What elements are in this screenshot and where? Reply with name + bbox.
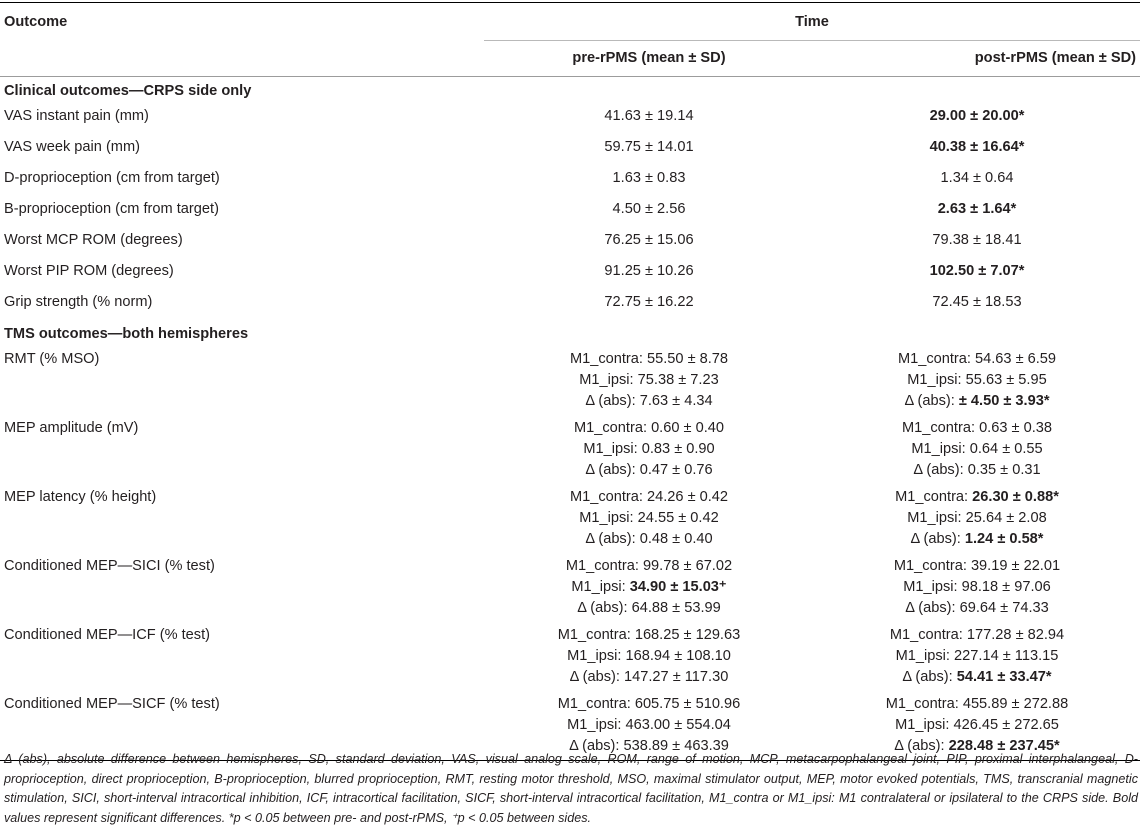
- post-value-cell: [814, 165, 1140, 196]
- value-line: [488, 439, 810, 460]
- value-line: [488, 556, 810, 577]
- value-label: Δ (abs):: [577, 600, 632, 616]
- post-value-cell: [814, 415, 1140, 484]
- pre-value-cell: [484, 258, 814, 289]
- pre-value-cell: [484, 134, 814, 165]
- post-value-cell: [814, 103, 1140, 134]
- value-label: M1_contra:: [557, 696, 635, 712]
- value-text: 55.63 ± 5.95: [965, 372, 1047, 388]
- post-value-cell: [814, 196, 1140, 227]
- post-value-cell: [814, 134, 1140, 165]
- value-line: [488, 418, 810, 439]
- value-label: M1_ipsi:: [567, 717, 626, 733]
- value-text: 1.24 ± 0.58*: [964, 531, 1044, 547]
- value-text: 29.00 ± 20.00*: [929, 108, 1025, 124]
- value-text: 91.25 ± 10.26: [604, 263, 694, 279]
- header-row: [0, 3, 1140, 41]
- time-header: Time: [795, 14, 829, 30]
- outcome-cell: MEP latency (% height): [4, 489, 157, 505]
- pre-value-cell: [484, 227, 814, 258]
- table-row: [0, 103, 1140, 134]
- value-label: M1_ipsi:: [579, 510, 638, 526]
- value-line: [818, 508, 1136, 529]
- value-text: 40.38 ± 16.64*: [929, 139, 1025, 155]
- value-line: [488, 460, 810, 481]
- value-line: [818, 487, 1136, 508]
- value-text: 34.90 ± 15.03⁺: [629, 579, 727, 595]
- section-title: TMS outcomes—both hemispheres: [4, 326, 249, 342]
- value-line: [818, 439, 1136, 460]
- table-row: [0, 227, 1140, 258]
- value-label: M1_ipsi:: [571, 579, 630, 595]
- value-label: M1_contra:: [565, 558, 643, 574]
- value-text: 69.64 ± 74.33: [959, 600, 1049, 616]
- pre-value-cell: [484, 103, 814, 134]
- value-label: M1_contra:: [895, 489, 973, 505]
- section-row: [0, 77, 1140, 103]
- value-text: 98.18 ± 97.06: [961, 579, 1051, 595]
- value-label: M1_contra:: [574, 420, 652, 436]
- pre-value-cell: [484, 484, 814, 553]
- value-text: 463.00 ± 554.04: [625, 717, 731, 733]
- value-text: 64.88 ± 53.99: [631, 600, 721, 616]
- value-label: Δ (abs):: [585, 462, 640, 478]
- value-label: M1_ipsi:: [579, 372, 638, 388]
- value-text: 99.78 ± 67.02: [642, 558, 733, 574]
- value-text: 605.75 ± 510.96: [634, 696, 741, 712]
- value-text: 54.41 ± 33.47*: [956, 669, 1052, 685]
- outcome-cell: Worst PIP ROM (degrees): [4, 263, 174, 279]
- post-value-cell: [814, 289, 1140, 320]
- value-text: 177.28 ± 82.94: [966, 627, 1065, 643]
- value-text: 0.83 ± 0.90: [641, 441, 715, 457]
- post-value-cell: [814, 346, 1140, 415]
- table-row: [0, 134, 1140, 165]
- value-text: 455.89 ± 272.88: [962, 696, 1069, 712]
- value-label: Δ (abs):: [910, 531, 965, 547]
- value-text: 168.25 ± 129.63: [634, 627, 741, 643]
- section-row: [0, 320, 1140, 346]
- value-text: 4.50 ± 2.56: [612, 201, 686, 217]
- value-line: [818, 460, 1136, 481]
- outcome-cell: VAS week pain (mm): [4, 139, 140, 155]
- subheader-row: [0, 41, 1140, 77]
- pre-header: pre-rPMS (mean ± SD): [484, 41, 814, 77]
- table-row: [0, 165, 1140, 196]
- outcome-cell: Conditioned MEP—SICF (% test): [4, 696, 220, 712]
- outcome-cell: VAS instant pain (mm): [4, 108, 149, 124]
- outcome-header: Outcome: [4, 14, 68, 30]
- value-line: [488, 715, 810, 736]
- value-text: 0.47 ± 0.76: [639, 462, 713, 478]
- value-text: 0.48 ± 0.40: [639, 531, 713, 547]
- value-text: 75.38 ± 7.23: [637, 372, 719, 388]
- value-text: 79.38 ± 18.41: [932, 232, 1022, 248]
- value-line: [488, 625, 810, 646]
- value-line: [488, 487, 810, 508]
- value-text: 2.63 ± 1.64*: [937, 201, 1017, 217]
- pre-value-cell: [484, 553, 814, 622]
- value-line: [488, 349, 810, 370]
- outcome-cell: D-proprioception (cm from target): [4, 170, 220, 186]
- value-line: [488, 508, 810, 529]
- value-line: [818, 577, 1136, 598]
- table-row: [0, 484, 1140, 553]
- value-label: M1_ipsi:: [907, 510, 966, 526]
- pre-value-cell: [484, 415, 814, 484]
- value-text: 55.50 ± 8.78: [647, 351, 729, 367]
- subheader-spacer: [0, 41, 484, 77]
- outcome-cell: MEP amplitude (mV): [4, 420, 139, 436]
- value-label: M1_ipsi:: [907, 372, 966, 388]
- table-row: [0, 346, 1140, 415]
- table-row: [0, 415, 1140, 484]
- table-footnote: Δ (abs), absolute difference between hemispheres, SD, standard deviation, VAS, visual analog scale, ROM, range of motion, MCP, metacarpophalangeal joint, PIP, proximal interphalangeal, D-proprioception, direct proprioception, B-proprioception, blurred proprioception, RMT, resting motor threshold, MSO, maximal stimulator output, MEP, motor evoked potentials, TMS, transcranial magnetic stimulation, SICI, short-interval intracortical inhibition, ICF, intracortical facilitation, SICF, short-interval intracortical facilitation, M1_contra or M1_ipsi: M1 contralateral or ipsilateral to the CRPS side. Bold values represent significant differences. *p < 0.05 between pre- and post-rPMS, ⁺p < 0.05 between sides.: [4, 752, 1138, 825]
- pre-value-cell: [484, 346, 814, 415]
- value-label: M1_ipsi:: [895, 717, 954, 733]
- value-label: Δ (abs):: [569, 669, 625, 685]
- value-text: 227.14 ± 113.15: [954, 648, 1059, 664]
- post-value-cell: [814, 553, 1140, 622]
- value-label: Δ (abs):: [904, 393, 959, 409]
- value-text: 0.64 ± 0.55: [969, 441, 1043, 457]
- value-label: M1_contra:: [569, 351, 647, 367]
- post-value-cell: [814, 484, 1140, 553]
- value-label: M1_contra:: [557, 627, 635, 643]
- value-line: [818, 349, 1136, 370]
- value-text: 26.30 ± 0.88*: [972, 489, 1059, 505]
- table-row: [0, 258, 1140, 289]
- value-line: [818, 694, 1136, 715]
- value-text: 39.19 ± 22.01: [970, 558, 1061, 574]
- value-label: M1_ipsi:: [911, 441, 970, 457]
- post-header: post-rPMS (mean ± SD): [814, 41, 1140, 77]
- post-value-cell: [814, 622, 1140, 691]
- value-label: Δ (abs):: [902, 669, 957, 685]
- value-label: M1_contra:: [569, 489, 647, 505]
- value-line: [488, 577, 810, 598]
- value-text: 76.25 ± 15.06: [604, 232, 694, 248]
- value-text: 72.75 ± 16.22: [604, 294, 694, 310]
- value-line: [488, 598, 810, 619]
- value-text: 0.60 ± 0.40: [651, 420, 724, 436]
- value-label: M1_ipsi:: [903, 579, 962, 595]
- pre-value-cell: [484, 196, 814, 227]
- value-text: 25.64 ± 2.08: [965, 510, 1047, 526]
- value-label: M1_ipsi:: [895, 648, 955, 664]
- value-line: [818, 370, 1136, 391]
- value-line: [488, 529, 810, 550]
- value-text: ± 4.50 ± 3.93*: [958, 393, 1050, 409]
- value-line: [488, 646, 810, 667]
- value-line: [818, 646, 1136, 667]
- table-row: [0, 553, 1140, 622]
- value-text: 147.27 ± 117.30: [624, 669, 729, 685]
- outcome-cell: Worst MCP ROM (degrees): [4, 232, 183, 248]
- pre-value-cell: [484, 289, 814, 320]
- results-table: [0, 2, 1140, 761]
- value-text: 0.35 ± 0.31: [967, 462, 1041, 478]
- value-label: M1_contra:: [893, 558, 971, 574]
- value-label: M1_contra:: [889, 627, 967, 643]
- value-line: [488, 667, 810, 688]
- value-label: M1_ipsi:: [583, 441, 642, 457]
- value-text: 228.48 ± 237.45*: [948, 738, 1060, 754]
- value-label: M1_contra:: [902, 420, 980, 436]
- value-label: Δ (abs):: [569, 738, 624, 754]
- pre-value-cell: [484, 165, 814, 196]
- table-row: [0, 196, 1140, 227]
- value-text: 24.55 ± 0.42: [637, 510, 719, 526]
- value-line: [818, 598, 1136, 619]
- value-label: M1_contra:: [885, 696, 963, 712]
- value-line: [818, 625, 1136, 646]
- value-line: [818, 391, 1136, 412]
- value-label: Δ (abs):: [905, 600, 960, 616]
- value-line: [488, 391, 810, 412]
- value-text: 426.45 ± 272.65: [953, 717, 1059, 733]
- value-label: Δ (abs):: [585, 393, 640, 409]
- value-line: [818, 715, 1136, 736]
- value-label: Δ (abs):: [585, 531, 640, 547]
- table-row: [0, 289, 1140, 320]
- value-text: 1.63 ± 0.83: [612, 170, 686, 186]
- table-row: [0, 622, 1140, 691]
- value-label: Δ (abs):: [894, 738, 949, 754]
- value-text: 59.75 ± 14.01: [604, 139, 694, 155]
- post-value-cell: [814, 258, 1140, 289]
- value-line: [818, 667, 1136, 688]
- value-label: M1_ipsi:: [567, 648, 626, 664]
- outcome-cell: Conditioned MEP—SICI (% test): [4, 558, 215, 574]
- value-text: 72.45 ± 18.53: [932, 294, 1022, 310]
- value-label: Δ (abs):: [913, 462, 968, 478]
- value-text: 0.63 ± 0.38: [979, 420, 1052, 436]
- outcome-cell: B-proprioception (cm from target): [4, 201, 219, 217]
- value-text: 538.89 ± 463.39: [623, 738, 729, 754]
- value-text: 1.34 ± 0.64: [940, 170, 1014, 186]
- section-title: Clinical outcomes—CRPS side only: [4, 83, 252, 99]
- value-line: [488, 370, 810, 391]
- value-line: [488, 694, 810, 715]
- value-line: [818, 529, 1136, 550]
- value-text: 41.63 ± 19.14: [604, 108, 694, 124]
- value-line: [818, 418, 1136, 439]
- value-text: 24.26 ± 0.42: [647, 489, 729, 505]
- value-text: 54.63 ± 6.59: [975, 351, 1057, 367]
- value-text: 168.94 ± 108.10: [625, 648, 731, 664]
- post-value-cell: [814, 227, 1140, 258]
- outcome-cell: Conditioned MEP—ICF (% test): [4, 627, 211, 643]
- outcome-cell: Grip strength (% norm): [4, 294, 153, 310]
- value-label: M1_contra:: [897, 351, 975, 367]
- pre-value-cell: [484, 622, 814, 691]
- outcome-cell: RMT (% MSO): [4, 351, 100, 367]
- value-line: [818, 556, 1136, 577]
- value-text: 7.63 ± 4.34: [639, 393, 713, 409]
- value-text: 102.50 ± 7.07*: [929, 263, 1025, 279]
